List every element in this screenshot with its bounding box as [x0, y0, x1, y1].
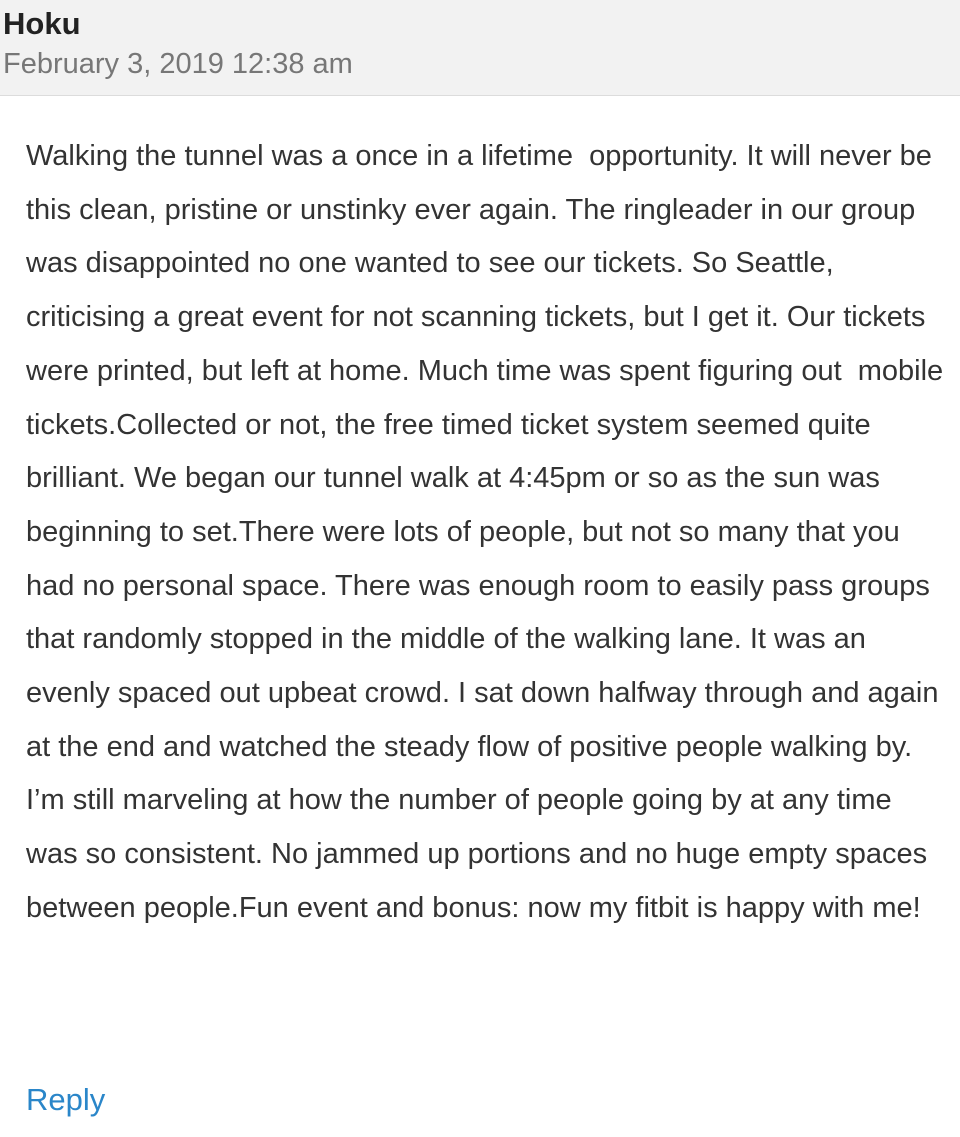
- comment-body: Walking the tunnel was a once in a lifetime opportunity. It will never be this clean, pristine or unstinky ever again. The ringleader in our group was disappointed no one wanted to see our tickets. So Seattle, criticising a great event for not scanning tickets, but I get it. Our tickets were printed, but left at home. Much time was spent figuring out mobile tickets.Collected or not, the free timed ticket system seemed quite brilliant. We began our tunnel walk at 4:45pm or so as the sun was beginning to set.There were lots of people, but not so many that you had no personal space. There was enough room to easily pass groups that randomly stopped in the middle of the walking lane. It was an evenly spaced out upbeat crowd. I sat down halfway through and again at the end and watched the steady flow of positive people walking by. I’m still marveling at how the number of people going by at any time was so consistent. No jammed up portions and no huge empty spaces between people.Fun event and bonus: now my fitbit is happy with me!: [26, 140, 952, 924]
- comment-timestamp[interactable]: February 3, 2019 12:38 am: [3, 48, 353, 80]
- reply-link[interactable]: Reply: [26, 1082, 106, 1117]
- comment-header: [0, 0, 960, 96]
- comment-author: Hoku: [3, 6, 81, 41]
